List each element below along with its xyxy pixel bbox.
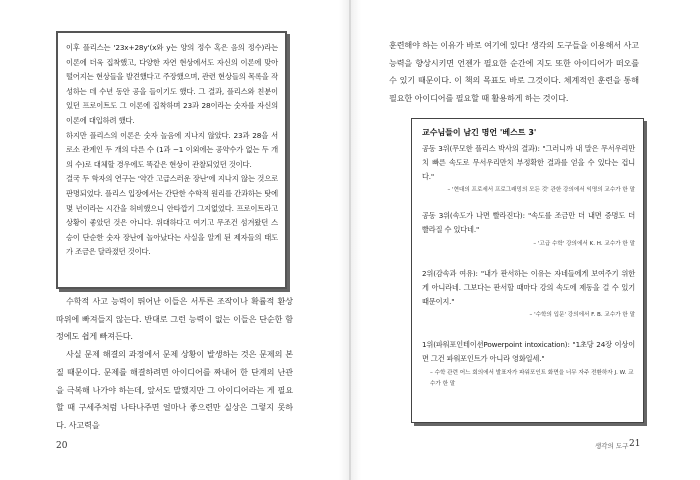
page-number: 21 (629, 439, 641, 449)
body-text (56, 293, 293, 435)
box-title: 교수님들이 남긴 명언 '베스트 3' (422, 128, 537, 137)
body-paragraph: 훈련해야 하는 이유가 바로 여기에 있다! 생각의 도구들을 이용해서 사고 능력을 향상시키면 언젠가 필요한 순간에 지도 또한 아이디어가 떠오를 수 있기 때문이다. 이 책의 목표도 바로 그것이다. 체계적인 훈련을 통해 필요한 아이디어를 필요할 때 활용하게 하는 것이다. (389, 40, 639, 104)
quote-text: 2위(감속과 여유): "내가 판서하는 이유는 자네들에게 보여주기 위한 게 아니라네. 그보다는 판서할 때마다 강의 속도에 제동을 걸 수 있기 때문이지." (422, 268, 635, 306)
running-header: 생각의 도구 (595, 442, 629, 450)
page-number: 20 (56, 441, 68, 451)
sidebar-box (56, 31, 287, 289)
right-page (351, 0, 700, 480)
left-page (0, 0, 349, 480)
quote-source: – '현대의 프로세서 프로그래밍의 모든 것' 관한 강의에서 익명의 교수가 한 말 (447, 187, 635, 194)
box-paragraph: 결국 두 학자의 연구는 '약간 고급스러운 장난'에 지나지 않는 것으로 판명되었다. 플리스 입장에서는 간단한 수학적 원리를 간과하는 탓에 몇 년이라는 시간을 허비했으니 안타깝기 그지없었다. 프로이트라고 상황이 좋았던 것은 아니다. 위대하다고 여기고 무조건 섬겨왔던 스승이 단순한 숫자 장난에 놀아났다는 사실을 알게 된 제자들의 태도가 조금은 달라졌던 것이다. (66, 174, 278, 257)
box-paragraph: 이후 플리스는 '23x+28y'(x와 y는 양의 정수 혹은 음의 정수)라는 이론에 더욱 집착했고, 다양한 자연 현상에서도 자신의 이론에 맞아떨어지는 현상들을 발견했다고 주장했으며, 관련 현상들의 목록을 작성하는 데 수년 동안 공을 들이기도 했다. 그 결과, 플리스와 친분이 있던 프로이트도 그 이론에 집착하며 23과 28이라는 숫자를 자신의 이론에 대입하려 했다. (66, 43, 278, 125)
quote-source: – 수학 관련 어느 회의에서 발표자가 파워포인트 화면을 너무 자주 전환하자 J. W. 교수가 한 말 (430, 369, 634, 387)
quote-text: 1위(파워포인테이션Powerpoint intoxication): "1초당 24장 이상이면 그건 파워포인트가 아니라 영화일세." (422, 340, 635, 364)
body-paragraph: 사실 문제 해결의 과정에서 문제 상황이 발생하는 것은 문제의 본질 때문이다. 문제를 해결하려면 아이디어를 짜내어 한 단계의 난관을 극복해 나가야 하는데, 앞서도 말했지만 그 아이디어라는 게 필요할 때 구세주처럼 나타나주면 얼마나 좋으련만 실상은 그렇지 못하다. 사고력을 (56, 349, 293, 430)
quote-text: 공동 3위(무모한 플리스 박사의 결과): "그러니까 내 말은 무서우리만치 빠른 속도로 무서우리만치 부정확한 결과를 얻을 수 있다는 겁니다." (422, 144, 635, 181)
quote-source: – '수학의 입문' 강의에서 F. B. 교수가 한 말 (529, 312, 635, 319)
body-text (389, 37, 639, 108)
box-paragraph: 하지만 플리스의 이론은 숫자 놀음에 지나지 않았다. 23과 28을 서로소 관계인 두 개의 다른 수 (1과 −1 이외에는 공약수가 없는 두 개의 수)로 대체할 경우에도 똑같은 현상이 관찰되었던 것이다. (66, 130, 278, 169)
quote-text: 공동 3위(속도가 나면 빨라진다): "속도를 조금만 더 내면 증명도 더 빨라질 수 있다네." (422, 211, 635, 235)
quotes-box (411, 118, 644, 423)
quote-source: – '고급 수학' 강의에서 K. H. 교수가 한 말 (533, 240, 635, 247)
body-paragraph: 수학적 사고 능력이 뛰어난 이들은 서투른 조작이나 확률적 환상 따위에 빠져들지 않는다. 반대로 그런 능력이 없는 이들은 단순한 함정에도 쉽게 빠져든다. (56, 296, 293, 342)
